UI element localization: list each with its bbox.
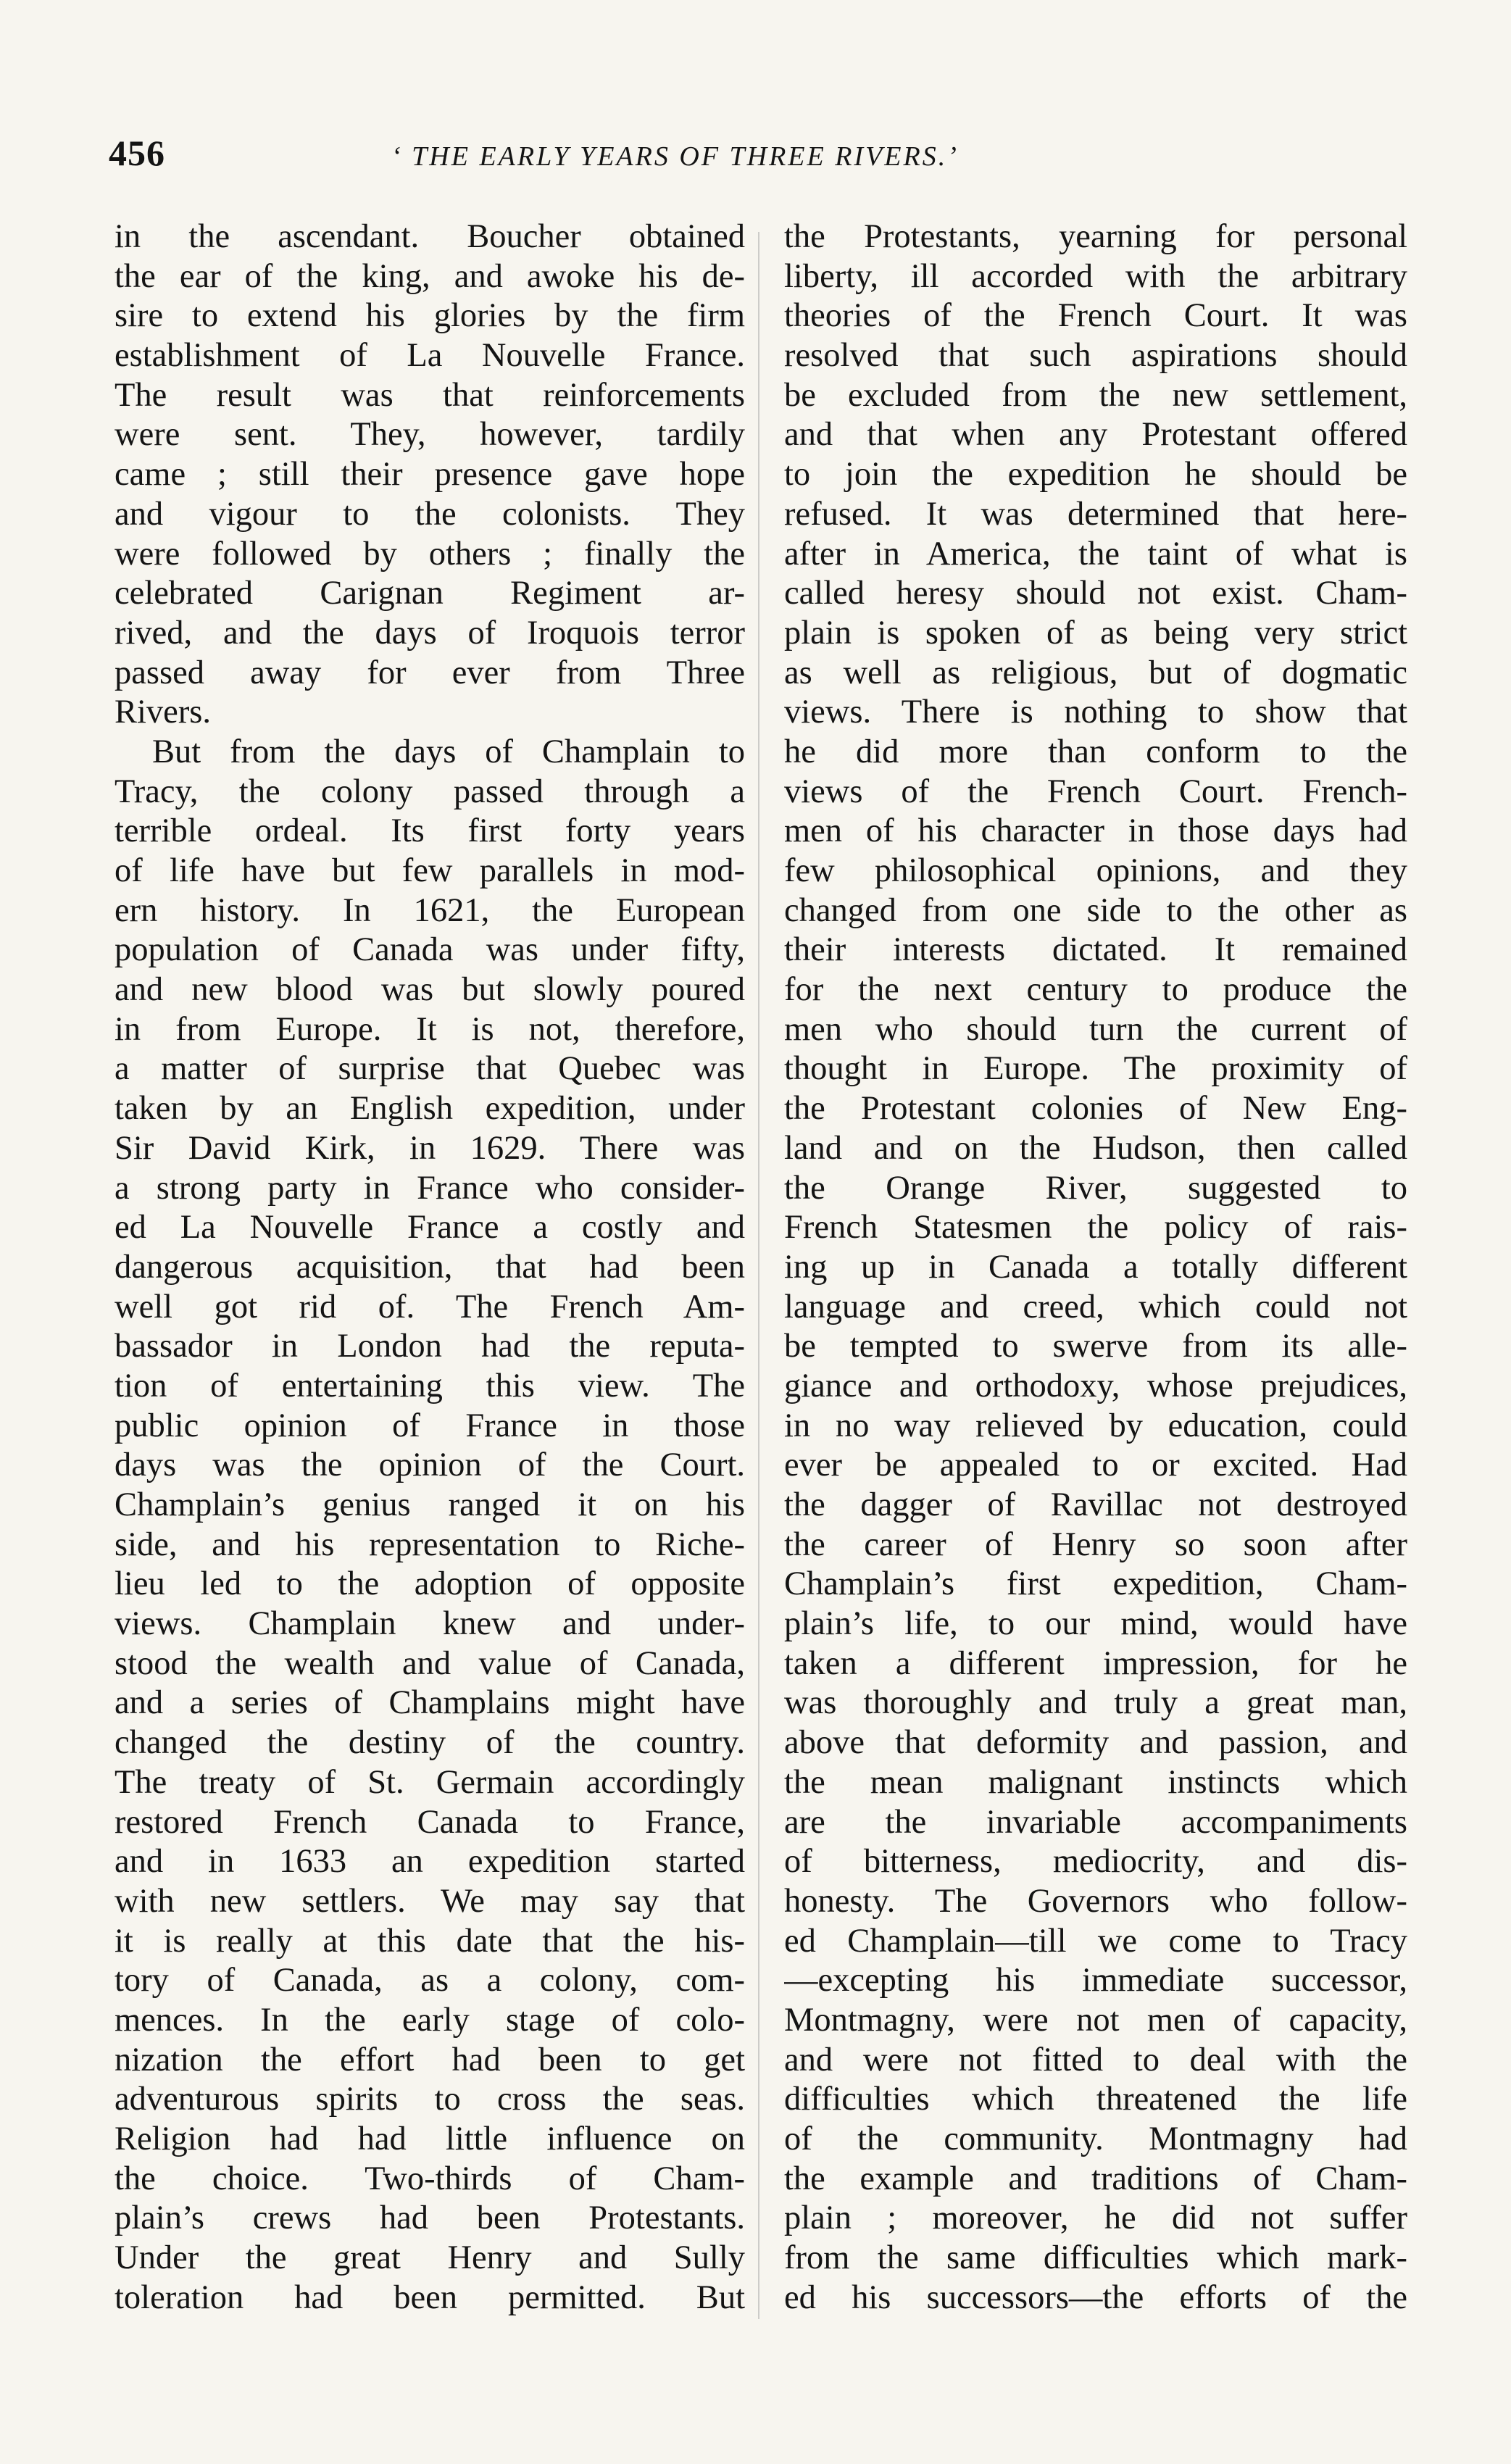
text-line: were followed by others ; finally the <box>115 535 745 573</box>
text-line: for the next century to produce the <box>784 971 1407 1009</box>
text-line: language and creed, which could not <box>784 1288 1407 1325</box>
text-line: The result was that reinforcements <box>115 376 745 414</box>
text-line: few philosophical opinions, and they <box>784 852 1407 889</box>
text-line: establishment of La Nouvelle France. <box>115 337 745 375</box>
text-line: a matter of surprise that Quebec was <box>115 1050 745 1088</box>
text-line: and vigour to the colonists. They <box>115 495 745 533</box>
text-line: views. There is nothing to show that <box>784 694 1407 731</box>
text-line: Tracy, the colony passed through a <box>115 773 745 810</box>
text-line: and new blood was but slowly poured <box>115 971 745 1009</box>
text-line: was thoroughly and truly a great man, <box>784 1684 1407 1722</box>
text-line: ed Champlain—till we come to Tracy <box>784 1922 1407 1960</box>
text-line: called heresy should not exist. Cham- <box>784 575 1407 612</box>
text-line: —excepting his immediate successor, <box>784 1962 1407 1999</box>
running-header <box>109 132 1410 190</box>
page-number: 456 <box>109 133 165 173</box>
text-line: men of his character in those days had <box>784 812 1407 850</box>
text-line: were sent. They, however, tardily <box>115 416 745 454</box>
text-line: bassador in London had the reputa- <box>115 1328 745 1365</box>
right-column <box>784 217 1407 2319</box>
text-line: ern history. In 1621, the European <box>115 891 745 929</box>
text-line: changed from one side to the other as <box>784 891 1407 929</box>
text-line: views of the French Court. French- <box>784 773 1407 810</box>
text-line: in the ascendant. Boucher obtained <box>115 218 745 255</box>
text-line: The treaty of St. Germain accordingly <box>115 1763 745 1801</box>
text-line: with new settlers. We may say that <box>115 1882 745 1920</box>
text-line: Sir David Kirk, in 1629. There was <box>115 1129 745 1167</box>
text-line: honesty. The Governors who follow- <box>784 1882 1407 1920</box>
text-line: above that deformity and passion, and <box>784 1724 1407 1762</box>
text-line: ever be appealed to or excited. Had <box>784 1447 1407 1484</box>
text-line: adventurous spirits to cross the seas. <box>115 2081 745 2118</box>
text-line: Rivers. <box>115 694 212 731</box>
text-line: the example and traditions of Cham- <box>784 2160 1407 2197</box>
text-line: to join the expedition he should be <box>784 456 1407 494</box>
text-line: and that when any Protestant offered <box>784 416 1407 454</box>
text-line: plain’s life, to our mind, would have <box>784 1605 1407 1643</box>
text-line: the dagger of Ravillac not destroyed <box>784 1486 1407 1523</box>
text-line: plain ; moreover, he did not suffer <box>784 2199 1407 2237</box>
text-line: well got rid of. The French Am- <box>115 1288 745 1325</box>
column-divider <box>758 232 759 2319</box>
text-line: thought in Europe. The proximity of <box>784 1050 1407 1088</box>
text-line: and were not fitted to deal with the <box>784 2041 1407 2078</box>
text-line: French Statesmen the policy of rais- <box>784 1209 1407 1246</box>
text-line: in no way relieved by education, could <box>784 1407 1407 1444</box>
text-line: after in America, the taint of what is <box>784 535 1407 573</box>
text-line: be excluded from the new settlement, <box>784 376 1407 414</box>
text-line: the Orange River, suggested to <box>784 1169 1407 1207</box>
text-line: Montmagny, were not men of capacity, <box>784 2001 1407 2039</box>
text-line: the ear of the king, and awoke his de- <box>115 257 745 295</box>
text-line: tion of entertaining this view. The <box>115 1367 745 1404</box>
text-line: taken a different impression, for he <box>784 1644 1407 1682</box>
text-line: the choice. Two-thirds of Cham- <box>115 2160 745 2197</box>
text-line: of bitterness, mediocrity, and dis- <box>784 1843 1407 1881</box>
text-line: ed his successors—the efforts of the <box>784 2278 1407 2316</box>
text-line: changed the destiny of the country. <box>115 1724 745 1762</box>
text-line: sire to extend his glories by the firm <box>115 297 745 335</box>
text-line: it is really at this date that the his- <box>115 1922 745 1960</box>
text-line: plain is spoken of as being very strict <box>784 614 1407 652</box>
left-column <box>115 217 745 2319</box>
text-line: and in 1633 an expedition started <box>115 1843 745 1881</box>
text-line: the Protestants, yearning for personal <box>784 218 1407 255</box>
text-line: terrible ordeal. Its first forty years <box>115 812 745 850</box>
text-line: as well as religious, but of dogmatic <box>784 654 1407 691</box>
text-line: restored French Canada to France, <box>115 1803 745 1841</box>
text-line: mences. In the early stage of colo- <box>115 2001 745 2039</box>
text-line: Under the great Henry and Sully <box>115 2239 745 2277</box>
text-line: nization the effort had been to get <box>115 2041 745 2078</box>
text-line: giance and orthodoxy, whose prejudices, <box>784 1367 1407 1404</box>
text-line: the career of Henry so soon after <box>784 1526 1407 1563</box>
text-line: of life have but few parallels in mod- <box>115 852 745 889</box>
text-line: came ; still their presence gave hope <box>115 456 745 494</box>
text-line: stood the wealth and value of Canada, <box>115 1644 745 1682</box>
running-title: ‘ THE EARLY YEARS OF THREE RIVERS.’ <box>391 141 959 172</box>
text-line: dangerous acquisition, that had been <box>115 1248 745 1286</box>
text-line: and a series of Champlains might have <box>115 1684 745 1722</box>
text-line: be tempted to swerve from its alle- <box>784 1328 1407 1365</box>
text-line: But from the days of Champlain to <box>152 733 745 770</box>
text-line: toleration had been permitted. But <box>115 2278 745 2316</box>
text-line: rived, and the days of Iroquois terror <box>115 614 745 652</box>
text-line: Champlain’s genius ranged it on his <box>115 1486 745 1523</box>
text-line: the mean malignant instincts which <box>784 1763 1407 1801</box>
text-line: are the invariable accompaniments <box>784 1803 1407 1841</box>
text-line: celebrated Carignan Regiment ar- <box>115 575 745 612</box>
text-line: taken by an English expedition, under <box>115 1090 745 1128</box>
text-line: refused. It was determined that here- <box>784 495 1407 533</box>
text-line: Religion had had little influence on <box>115 2120 745 2157</box>
text-line: days was the opinion of the Court. <box>115 1447 745 1484</box>
text-line: in from Europe. It is not, therefore, <box>115 1010 745 1048</box>
text-line: tory of Canada, as a colony, com- <box>115 1962 745 1999</box>
text-line: liberty, ill accorded with the arbitrary <box>784 257 1407 295</box>
text-line: of the community. Montmagny had <box>784 2120 1407 2157</box>
text-line: resolved that such aspirations should <box>784 337 1407 375</box>
text-line: he did more than conform to the <box>784 733 1407 770</box>
text-line: the Protestant colonies of New Eng- <box>784 1090 1407 1128</box>
text-line: theories of the French Court. It was <box>784 297 1407 335</box>
text-line: ing up in Canada a totally different <box>784 1248 1407 1286</box>
text-line: Champlain’s first expedition, Cham- <box>784 1565 1407 1603</box>
text-line: lieu led to the adoption of opposite <box>115 1565 745 1603</box>
text-line: a strong party in France who consider- <box>115 1169 745 1207</box>
text-line: plain’s crews had been Protestants. <box>115 2199 745 2237</box>
text-line: from the same difficulties which mark- <box>784 2239 1407 2277</box>
text-line: public opinion of France in those <box>115 1407 745 1444</box>
text-line: population of Canada was under fifty, <box>115 931 745 969</box>
text-line: land and on the Hudson, then called <box>784 1129 1407 1167</box>
text-line: men who should turn the current of <box>784 1010 1407 1048</box>
text-line: views. Champlain knew and under- <box>115 1605 745 1643</box>
text-line: side, and his representation to Riche- <box>115 1526 745 1563</box>
text-line: difficulties which threatened the life <box>784 2081 1407 2118</box>
text-line: passed away for ever from Three <box>115 654 745 691</box>
text-line: ed La Nouvelle France a costly and <box>115 1209 745 1246</box>
text-line: their interests dictated. It remained <box>784 931 1407 969</box>
